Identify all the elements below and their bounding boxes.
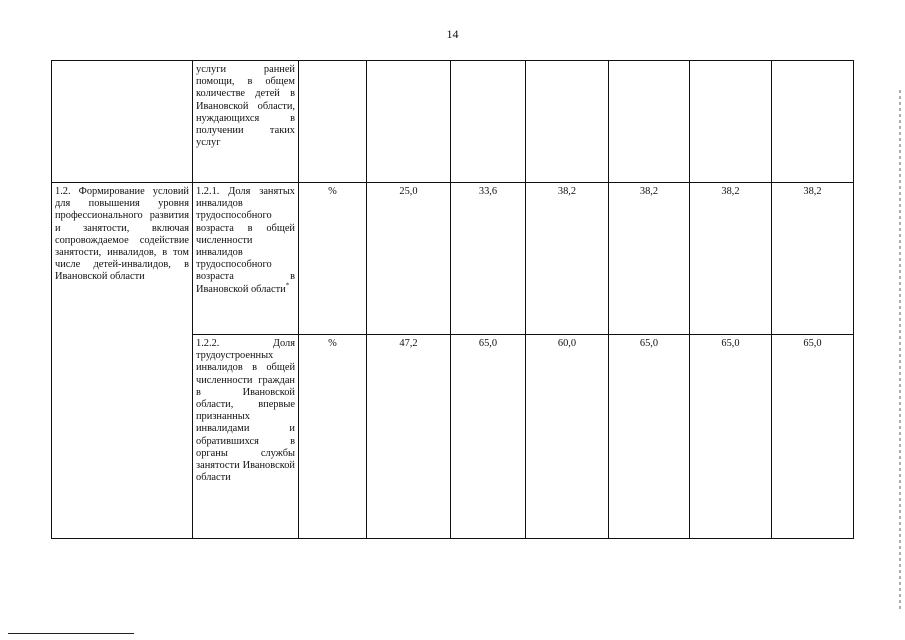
- unit-cell: [299, 61, 367, 183]
- unit-cell: %: [299, 183, 367, 335]
- value-cell: 65,0: [451, 335, 526, 539]
- value-cell: 33,6: [451, 183, 526, 335]
- table-row: [52, 61, 854, 183]
- footnote-mark: *: [285, 281, 290, 290]
- value-cell: [526, 61, 609, 183]
- value-cell: 38,2: [772, 183, 854, 335]
- task-cell: 1.2. Формирование условий для повышения уровня профессионального развития и занятости, включая сопровождаемое содействие занятости, инвалидов, в том числе детей-инвалидов, в Ивановской области: [52, 183, 193, 539]
- value-cell: 38,2: [609, 183, 690, 335]
- value-cell: 38,2: [526, 183, 609, 335]
- value-cell: [609, 61, 690, 183]
- value-cell: 47,2: [367, 335, 451, 539]
- value-cell: 60,0: [526, 335, 609, 539]
- value-cell: 65,0: [772, 335, 854, 539]
- indicator-text: 1.2.1. Доля занятых инвалидов трудоспособного возраста в общей численности инвалидов трудоспособного возраста в Ивановской области: [196, 186, 295, 295]
- value-cell: 65,0: [609, 335, 690, 539]
- value-cell: [367, 61, 451, 183]
- page-number: 14: [446, 27, 459, 41]
- value-cell: 65,0: [690, 335, 772, 539]
- indicator-cell: 1.2.2. Доля трудоустроенных инвалидов в общей численности граждан в Ивановской области, впервые признанных инвалидами и обратившихся в органы службы занятости Ивановской области: [193, 335, 299, 539]
- footnote-separator: [8, 633, 134, 634]
- scan-edge-mark: [899, 90, 901, 610]
- indicator-cell: услуги ранней помощи, в общем количестве детей в Ивановской области, нуждающихся в получении таких услуг: [193, 61, 299, 183]
- task-cell: [52, 61, 193, 183]
- value-cell: 25,0: [367, 183, 451, 335]
- indicator-cell: [193, 183, 299, 335]
- value-cell: [772, 61, 854, 183]
- table-row: [52, 183, 854, 335]
- value-cell: 38,2: [690, 183, 772, 335]
- indicators-table: [51, 60, 854, 539]
- value-cell: [690, 61, 772, 183]
- value-cell: [451, 61, 526, 183]
- unit-cell: %: [299, 335, 367, 539]
